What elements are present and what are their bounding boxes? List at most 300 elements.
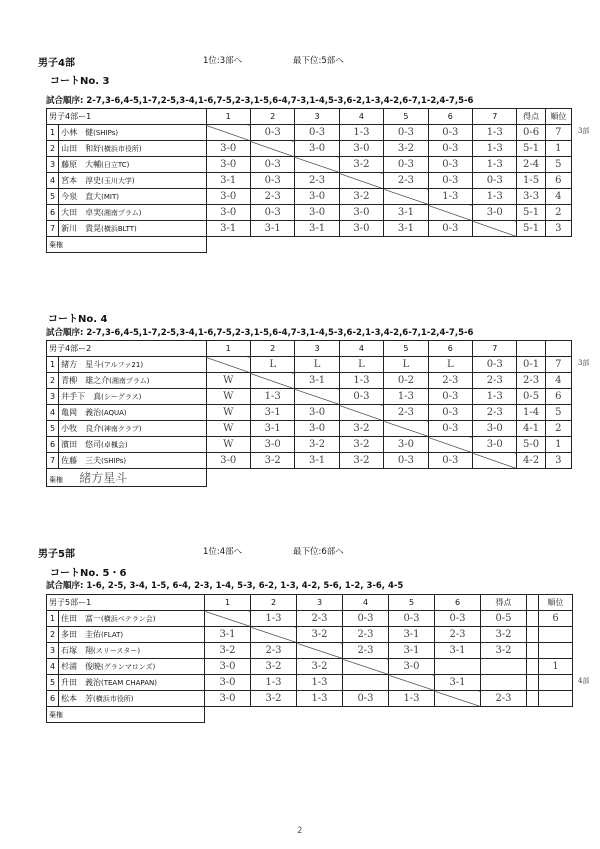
score-cell: W (206, 373, 250, 389)
player-name: 石塚 翔 (61, 646, 93, 655)
self-match-cell (389, 675, 435, 691)
demotion-note: 最下位:5部へ (293, 56, 344, 66)
score-cell: 3-0 (473, 437, 517, 453)
player-name-cell (59, 125, 206, 141)
self-match-cell (250, 141, 294, 157)
score-cell: 2-3 (473, 373, 517, 389)
score-cell: 2-3 (297, 611, 343, 627)
score-cell: 3-0 (295, 205, 339, 221)
col-gap (527, 595, 539, 611)
player-number: 2 (47, 627, 59, 643)
points-cell: 4-2 (517, 453, 545, 469)
score-cell: 3-0 (206, 189, 250, 205)
player-row (47, 157, 572, 173)
score-cell: 1-3 (384, 389, 428, 405)
player-row (47, 189, 572, 205)
player-club: (SHIPs) (101, 457, 127, 465)
score-cell: 3-2 (339, 421, 383, 437)
score-cell: 1-3 (473, 141, 517, 157)
score-cell: 0-3 (428, 221, 472, 237)
player-club: (TEAM CHAPAN) (101, 679, 157, 687)
points-cell: 0-5 (481, 611, 527, 627)
score-cell: 1-3 (251, 675, 297, 691)
col-header-rank (545, 341, 571, 357)
score-cell: W (206, 405, 250, 421)
score-cell: 3-2 (339, 453, 383, 469)
player-name: 亀岡 義治 (61, 408, 102, 417)
points-cell: 3-3 (517, 189, 545, 205)
col-header: 1 (206, 341, 250, 357)
court-label-b: コートNo. 4 (48, 314, 108, 325)
col-header-rank: 順位 (545, 109, 571, 125)
player-name-cell (59, 643, 205, 659)
player-name: 藤原 大輔 (61, 160, 102, 169)
gap-cell (527, 659, 539, 675)
player-number: 1 (47, 357, 59, 373)
player-club: (神南クラブ) (101, 425, 142, 433)
player-name-cell (59, 389, 206, 405)
self-match-cell (428, 205, 472, 221)
score-cell: 1-3 (473, 189, 517, 205)
col-header: 2 (250, 341, 294, 357)
forfeit-row (47, 237, 572, 253)
score-cell: 3-1 (250, 405, 294, 421)
player-row (47, 437, 572, 453)
score-cell: 2-3 (343, 627, 389, 643)
score-cell: 3-0 (295, 189, 339, 205)
col-header: 7 (473, 109, 517, 125)
player-name-cell (59, 453, 206, 469)
player-club: (横浜BLTT) (101, 225, 137, 233)
points-cell: 2-3 (517, 373, 545, 389)
score-cell: 0-3 (343, 611, 389, 627)
table-men5-1 (46, 594, 573, 723)
score-cell: 0-3 (384, 453, 428, 469)
col-header: 6 (435, 595, 481, 611)
score-cell: 0-3 (428, 453, 472, 469)
score-cell: 3-2 (384, 141, 428, 157)
score-cell (435, 659, 481, 675)
player-name-cell (59, 157, 206, 173)
player-number: 5 (47, 421, 59, 437)
player-name-cell (59, 421, 206, 437)
score-cell: 3-1 (389, 643, 435, 659)
score-cell: 0-3 (435, 611, 481, 627)
score-cell: 3-0 (295, 141, 339, 157)
player-club: (卓楓会) (101, 441, 128, 449)
self-match-cell (297, 643, 343, 659)
forfeit-label (47, 469, 207, 487)
player-row (47, 659, 573, 675)
score-cell: 3-0 (205, 659, 251, 675)
score-cell: 3-1 (389, 627, 435, 643)
score-cell: 2-3 (343, 643, 389, 659)
player-name: 青柳 雄之介 (61, 376, 110, 385)
forfeit-label: 棄権 (47, 707, 205, 723)
player-club: (AQUA) (101, 409, 127, 417)
player-number: 1 (47, 611, 59, 627)
player-name: 升田 義治 (61, 678, 101, 687)
score-cell: 0-3 (295, 125, 339, 141)
player-club: (SHIPs) (93, 129, 119, 137)
rank-cell: 2 (545, 421, 571, 437)
player-row (47, 611, 573, 627)
gap-cell (527, 643, 539, 659)
col-header-points: 得点 (517, 109, 545, 125)
player-name: 井手下 真 (61, 392, 102, 401)
self-match-cell (206, 125, 250, 141)
handwritten-signature: 緒方星斗 (79, 471, 128, 485)
player-name: 緒方 星斗 (61, 360, 102, 369)
player-club: (横浜市役所) (101, 145, 142, 153)
table-men4-2 (46, 340, 572, 487)
self-match-cell (384, 189, 428, 205)
player-club: (スリースター) (93, 647, 141, 655)
points-cell: 4-1 (517, 421, 545, 437)
player-club: (FLAT) (101, 631, 124, 639)
score-cell: 1-3 (473, 125, 517, 141)
rank-cell: 1 (539, 659, 573, 675)
score-cell: 3-2 (297, 659, 343, 675)
rank-cell: 6 (539, 611, 573, 627)
player-name: 宮本 淳史 (61, 176, 102, 185)
col-header: 5 (389, 595, 435, 611)
player-name: 山田 和好 (61, 144, 102, 153)
score-cell: 1-3 (250, 389, 294, 405)
score-cell: W (206, 421, 250, 437)
score-cell: 3-1 (205, 627, 251, 643)
group-name: 男子4部ー1 (47, 109, 207, 125)
score-cell: 1-3 (339, 125, 383, 141)
score-cell: 3-1 (206, 173, 250, 189)
score-cell: 3-0 (206, 157, 250, 173)
section-title-men4: 男子4部 (38, 58, 75, 69)
self-match-cell (343, 659, 389, 675)
score-cell: 3-0 (473, 205, 517, 221)
col-header: 5 (384, 341, 428, 357)
self-match-cell (206, 357, 250, 373)
col-header: 4 (339, 109, 383, 125)
score-cell: 3-1 (206, 221, 250, 237)
self-match-cell (473, 221, 517, 237)
points-cell: 1-4 (517, 405, 545, 421)
player-row (47, 125, 572, 141)
score-cell: 1-3 (251, 611, 297, 627)
score-cell: L (384, 357, 428, 373)
score-cell: 3-1 (435, 675, 481, 691)
player-name: 小林 健 (61, 128, 94, 137)
points-cell: 1-5 (517, 173, 545, 189)
self-match-cell (339, 173, 383, 189)
rank-cell: 2 (545, 205, 571, 221)
forfeit-row (47, 707, 573, 723)
player-club: (シーグラス) (101, 393, 142, 401)
self-match-cell (428, 437, 472, 453)
score-cell: 3-2 (339, 437, 383, 453)
player-club: (日立TC) (101, 161, 130, 169)
score-cell: 3-0 (206, 141, 250, 157)
table-header (47, 109, 572, 125)
rank-cell: 7 (545, 125, 571, 141)
player-name: 住田 富一 (61, 614, 101, 623)
self-match-cell (339, 405, 383, 421)
player-name-cell (59, 373, 206, 389)
player-number: 6 (47, 205, 59, 221)
player-number: 7 (47, 221, 59, 237)
player-name-cell (59, 691, 205, 707)
score-cell: 0-3 (250, 205, 294, 221)
player-row (47, 357, 572, 373)
points-cell: 0-5 (517, 389, 545, 405)
score-cell: L (428, 357, 472, 373)
gap-cell (527, 627, 539, 643)
player-number: 2 (47, 373, 59, 389)
table-header (47, 595, 573, 611)
col-header: 2 (251, 595, 297, 611)
player-name-cell (59, 141, 206, 157)
rank-cell: 4 (545, 189, 571, 205)
score-cell: 0-3 (343, 691, 389, 707)
player-name: 佐藤 三夫 (61, 456, 102, 465)
col-header: 1 (206, 109, 250, 125)
player-club: (玉川大学) (101, 177, 135, 185)
score-cell: 1-3 (297, 675, 343, 691)
player-club: (湘南プラム) (109, 377, 150, 385)
player-club: (横浜市役所) (93, 695, 134, 703)
score-cell: W (206, 437, 250, 453)
player-row (47, 421, 572, 437)
points-cell (481, 659, 527, 675)
score-cell: 3-1 (295, 373, 339, 389)
score-cell: 0-3 (428, 421, 472, 437)
points-cell: 0-1 (517, 357, 545, 373)
score-cell: 1-3 (297, 691, 343, 707)
col-header: 4 (339, 341, 383, 357)
player-row (47, 405, 572, 421)
player-number: 4 (47, 405, 59, 421)
score-cell: 0-3 (384, 157, 428, 173)
score-cell: 0-3 (250, 173, 294, 189)
player-number: 3 (47, 643, 59, 659)
player-name-cell (59, 659, 205, 675)
rank-cell (539, 675, 573, 691)
score-cell: 3-1 (295, 453, 339, 469)
score-cell: 1-3 (473, 157, 517, 173)
rank-cell (539, 643, 573, 659)
gap-cell (527, 691, 539, 707)
score-cell: 3-0 (206, 205, 250, 221)
player-club: (アルファ21) (101, 361, 144, 369)
player-name-cell (59, 205, 206, 221)
score-cell: 0-3 (428, 389, 472, 405)
score-cell: 3-2 (297, 627, 343, 643)
player-name-cell (59, 627, 205, 643)
points-cell: 0-6 (517, 125, 545, 141)
score-cell: 3-0 (250, 437, 294, 453)
col-header: 1 (205, 595, 251, 611)
col-header: 3 (295, 341, 339, 357)
player-name-cell (59, 189, 206, 205)
table-header (47, 341, 572, 357)
score-cell: 3-2 (250, 453, 294, 469)
score-cell: 3-2 (339, 189, 383, 205)
col-header: 6 (428, 341, 472, 357)
score-cell: 2-3 (250, 189, 294, 205)
player-name: 小牧 良介 (61, 424, 102, 433)
player-number: 5 (47, 189, 59, 205)
score-cell: 3-1 (384, 221, 428, 237)
rank-cell: 1 (545, 437, 571, 453)
score-cell: 0-3 (250, 125, 294, 141)
rank-cell: 7 (545, 357, 571, 373)
player-number: 1 (47, 125, 59, 141)
score-cell: 3-0 (473, 421, 517, 437)
score-cell: 3-1 (250, 421, 294, 437)
score-cell: 3-0 (295, 421, 339, 437)
score-cell: 3-0 (295, 405, 339, 421)
self-match-cell (295, 389, 339, 405)
forfeit-label: 棄権 (47, 237, 207, 253)
self-match-cell (205, 611, 251, 627)
self-match-cell (251, 627, 297, 643)
score-cell: 3-0 (206, 453, 250, 469)
points-cell: 5-1 (517, 141, 545, 157)
score-cell: 3-0 (384, 437, 428, 453)
score-cell: 0-3 (339, 389, 383, 405)
score-cell: 1-3 (339, 373, 383, 389)
col-header: 4 (343, 595, 389, 611)
points-cell: 5-1 (517, 205, 545, 221)
forfeit-label-text: 棄権 (49, 476, 63, 484)
score-cell: 3-0 (205, 675, 251, 691)
score-cell: 3-0 (389, 659, 435, 675)
group-name: 男子4部ー2 (47, 341, 207, 357)
score-cell: 0-3 (428, 141, 472, 157)
player-number: 3 (47, 157, 59, 173)
court-label-a: コートNo. 3 (50, 76, 110, 87)
player-name: 多田 圭佑 (61, 630, 101, 639)
rank-cell: 3 (545, 221, 571, 237)
score-cell: 0-3 (428, 173, 472, 189)
page-number: 2 (297, 826, 303, 836)
score-cell: 3-0 (339, 205, 383, 221)
points-cell: 2-4 (517, 157, 545, 173)
score-cell: 2-3 (295, 173, 339, 189)
player-row (47, 141, 572, 157)
match-order-a: 試合順序: 2-7,3-6,4-5,1-7,2-5,3-4,1-6,7-5,2-3,1-5,6-4,7-3,1-4,5-3,6-2,1-3,4-2,6-7,1-2,4-7,5-6 (46, 96, 474, 106)
player-name-cell (59, 675, 205, 691)
self-match-cell (384, 421, 428, 437)
forfeit-row (47, 469, 572, 487)
col-header-rank: 順位 (539, 595, 573, 611)
score-cell: 2-3 (473, 405, 517, 421)
self-match-cell (435, 691, 481, 707)
score-cell: 0-3 (250, 157, 294, 173)
player-name: 杉浦 俊暁 (61, 662, 101, 671)
rank-cell: 3 (545, 453, 571, 469)
player-row (47, 691, 573, 707)
player-name-cell (59, 357, 206, 373)
score-cell: 3-1 (250, 221, 294, 237)
score-cell: L (250, 357, 294, 373)
rank-cell: 4 (545, 373, 571, 389)
score-cell: 2-3 (384, 405, 428, 421)
score-cell: 3-1 (435, 643, 481, 659)
score-cell: 1-3 (389, 691, 435, 707)
player-row (47, 627, 573, 643)
score-cell: 1-3 (428, 189, 472, 205)
score-cell: 3-2 (251, 659, 297, 675)
score-cell: 0-3 (473, 357, 517, 373)
player-row (47, 389, 572, 405)
col-header-points (517, 341, 545, 357)
player-club: (横浜ベテラン会) (101, 615, 156, 623)
demotion-note: 最下位:6部へ (293, 547, 344, 557)
self-match-cell (250, 373, 294, 389)
player-name: 濱田 悠司 (61, 440, 102, 449)
score-cell: 1-3 (473, 389, 517, 405)
section-title-men5: 男子5部 (38, 549, 75, 560)
rank-cell (539, 627, 573, 643)
col-header-points: 得点 (481, 595, 527, 611)
score-cell: 0-3 (473, 173, 517, 189)
col-header: 3 (295, 109, 339, 125)
col-header: 2 (250, 109, 294, 125)
points-cell (481, 675, 527, 691)
points-cell: 5-0 (517, 437, 545, 453)
score-cell: 3-0 (339, 141, 383, 157)
score-cell: 3-1 (384, 205, 428, 221)
player-name: 大田 卓実 (61, 208, 102, 217)
rank-cell: 6 (545, 173, 571, 189)
player-row (47, 643, 573, 659)
player-club: (グランマロンズ) (101, 663, 156, 671)
player-row (47, 453, 572, 469)
player-club: (MIT) (101, 193, 119, 201)
score-cell: 3-2 (295, 437, 339, 453)
player-number: 6 (47, 437, 59, 453)
match-order-b: 試合順序: 2-7,3-6,4-5,1-7,2-5,3-4,1-6,7-5,2-3,1-5,6-4,7-3,1-4,5-3,6-2,1-3,4-2,6-7,1-2,4-7,5-6 (46, 328, 474, 338)
player-number: 4 (47, 173, 59, 189)
score-cell: W (206, 389, 250, 405)
score-cell: 3-2 (251, 691, 297, 707)
player-name-cell (59, 405, 206, 421)
player-row (47, 373, 572, 389)
gap-cell (527, 675, 539, 691)
player-name-cell (59, 611, 205, 627)
promotion-note: 1位:3部へ (203, 56, 243, 66)
player-name-cell (59, 437, 206, 453)
score-cell: 3-1 (295, 221, 339, 237)
player-number: 6 (47, 691, 59, 707)
player-name-cell (59, 221, 206, 237)
col-header: 5 (384, 109, 428, 125)
table-men4-1 (46, 108, 572, 253)
self-match-cell (295, 157, 339, 173)
score-cell: 0-2 (384, 373, 428, 389)
score-cell: L (339, 357, 383, 373)
score-cell: 0-3 (428, 405, 472, 421)
group-name: 男子5部ー1 (47, 595, 205, 611)
score-cell: 0-3 (428, 157, 472, 173)
score-cell: 3-2 (339, 157, 383, 173)
score-cell: 0-3 (389, 611, 435, 627)
score-cell: 2-3 (384, 173, 428, 189)
col-header: 7 (473, 341, 517, 357)
promotion-mark: 4部 (578, 677, 590, 685)
player-row (47, 675, 573, 691)
rank-cell: 6 (545, 389, 571, 405)
